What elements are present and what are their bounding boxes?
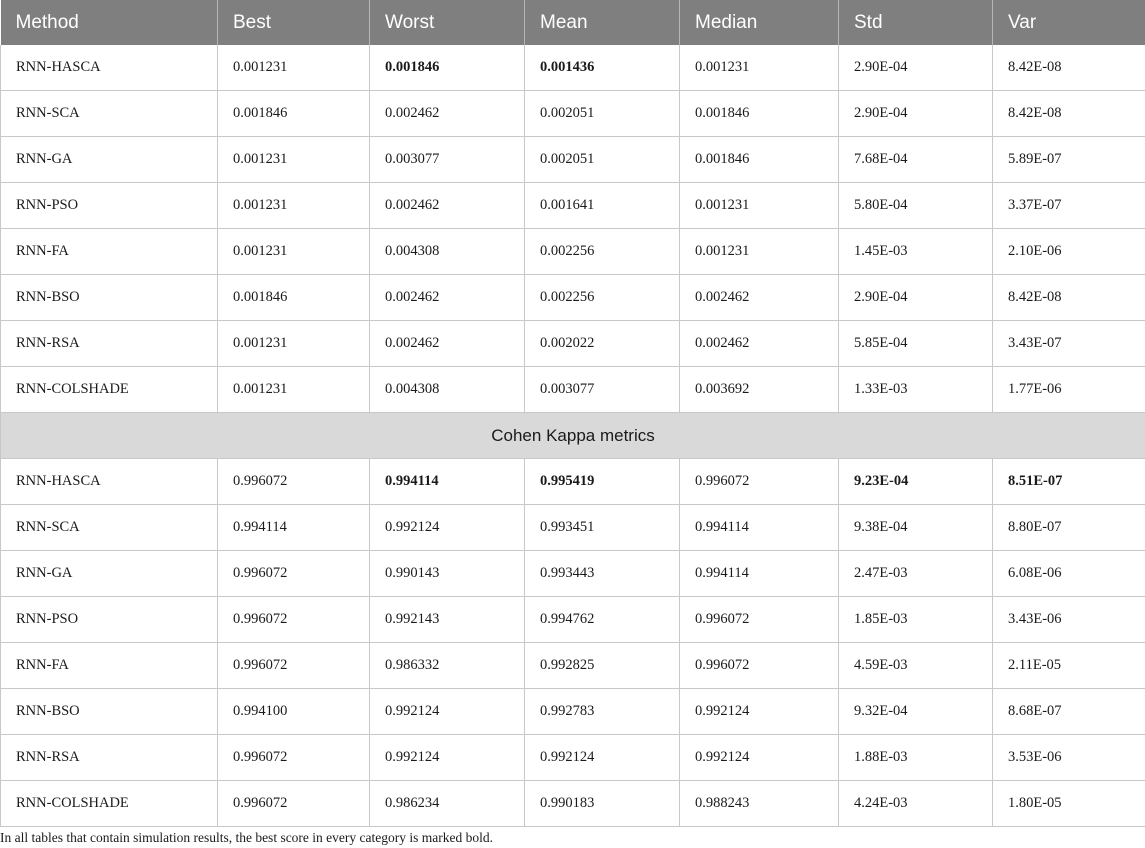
cell-var: 1.77E-06 xyxy=(993,367,1145,413)
cell-best: 0.996072 xyxy=(218,597,370,643)
table-row xyxy=(1,551,1145,597)
table-row xyxy=(1,367,1145,413)
cell-mean: 0.002256 xyxy=(525,229,680,275)
cell-best: 0.996072 xyxy=(218,459,370,505)
cell-mean: 0.001641 xyxy=(525,183,680,229)
cell-std: 1.33E-03 xyxy=(839,367,993,413)
cell-best: 0.001231 xyxy=(218,137,370,183)
cell-std: 2.47E-03 xyxy=(839,551,993,597)
cell-method: RNN-COLSHADE xyxy=(1,367,218,413)
cell-method: RNN-SCA xyxy=(1,91,218,137)
table-row xyxy=(1,137,1145,183)
table-row xyxy=(1,183,1145,229)
cell-var: 8.51E-07 xyxy=(993,459,1145,505)
cell-var: 5.89E-07 xyxy=(993,137,1145,183)
header-best: Best xyxy=(218,0,370,45)
cell-std: 1.45E-03 xyxy=(839,229,993,275)
cell-mean: 0.993443 xyxy=(525,551,680,597)
cell-std: 1.85E-03 xyxy=(839,597,993,643)
cell-var: 2.10E-06 xyxy=(993,229,1145,275)
cell-method: RNN-FA xyxy=(1,643,218,689)
cell-median: 0.996072 xyxy=(680,643,839,689)
cell-median: 0.996072 xyxy=(680,459,839,505)
cell-method: RNN-GA xyxy=(1,137,218,183)
cell-var: 8.42E-08 xyxy=(993,91,1145,137)
cell-median: 0.988243 xyxy=(680,781,839,827)
cell-best: 0.001846 xyxy=(218,91,370,137)
cell-best: 0.001846 xyxy=(218,275,370,321)
cell-std: 5.80E-04 xyxy=(839,183,993,229)
cell-var: 2.11E-05 xyxy=(993,643,1145,689)
cell-method: RNN-HASCA xyxy=(1,45,218,91)
cell-var: 1.80E-05 xyxy=(993,781,1145,827)
cell-std: 9.38E-04 xyxy=(839,505,993,551)
cell-worst: 0.002462 xyxy=(370,321,525,367)
cell-worst: 0.986332 xyxy=(370,643,525,689)
table-row xyxy=(1,229,1145,275)
cell-std: 1.88E-03 xyxy=(839,735,993,781)
table-header xyxy=(1,0,1145,45)
table-row xyxy=(1,505,1145,551)
cell-worst: 0.992143 xyxy=(370,597,525,643)
cell-median: 0.994114 xyxy=(680,551,839,597)
cell-best: 0.001231 xyxy=(218,45,370,91)
cell-var: 8.42E-08 xyxy=(993,275,1145,321)
cell-var: 8.68E-07 xyxy=(993,689,1145,735)
cell-worst: 0.004308 xyxy=(370,229,525,275)
cell-worst: 0.001846 xyxy=(370,45,525,91)
section-title: Cohen Kappa metrics xyxy=(1,413,1145,459)
cell-mean: 0.993451 xyxy=(525,505,680,551)
section-row xyxy=(1,413,1145,459)
cell-worst: 0.004308 xyxy=(370,367,525,413)
header-std: Std xyxy=(839,0,993,45)
cell-mean: 0.002256 xyxy=(525,275,680,321)
header-median: Median xyxy=(680,0,839,45)
cell-worst: 0.994114 xyxy=(370,459,525,505)
cell-worst: 0.992124 xyxy=(370,689,525,735)
cell-mean: 0.002051 xyxy=(525,137,680,183)
cell-median: 0.996072 xyxy=(680,597,839,643)
cell-median: 0.003692 xyxy=(680,367,839,413)
table-row xyxy=(1,45,1145,91)
cell-var: 8.80E-07 xyxy=(993,505,1145,551)
cell-std: 9.32E-04 xyxy=(839,689,993,735)
cell-std: 5.85E-04 xyxy=(839,321,993,367)
cell-mean: 0.002022 xyxy=(525,321,680,367)
header-worst: Worst xyxy=(370,0,525,45)
table-footnote: In all tables that contain simulation results, the best score in every category is marked bold. xyxy=(0,830,493,845)
cell-method: RNN-BSO xyxy=(1,689,218,735)
cell-mean: 0.990183 xyxy=(525,781,680,827)
cell-worst: 0.002462 xyxy=(370,275,525,321)
cell-best: 0.001231 xyxy=(218,183,370,229)
table-row xyxy=(1,459,1145,505)
cell-mean: 0.992825 xyxy=(525,643,680,689)
cell-median: 0.992124 xyxy=(680,735,839,781)
table-row xyxy=(1,275,1145,321)
cell-method: RNN-FA xyxy=(1,229,218,275)
cell-worst: 0.986234 xyxy=(370,781,525,827)
cell-median: 0.002462 xyxy=(680,321,839,367)
table-row xyxy=(1,781,1145,827)
cell-std: 9.23E-04 xyxy=(839,459,993,505)
cell-median: 0.002462 xyxy=(680,275,839,321)
cell-mean: 0.003077 xyxy=(525,367,680,413)
cell-method: RNN-COLSHADE xyxy=(1,781,218,827)
table-row xyxy=(1,91,1145,137)
cell-worst: 0.992124 xyxy=(370,735,525,781)
cell-mean: 0.002051 xyxy=(525,91,680,137)
cell-method: RNN-BSO xyxy=(1,275,218,321)
cell-best: 0.001231 xyxy=(218,229,370,275)
cell-method: RNN-RSA xyxy=(1,321,218,367)
cell-mean: 0.992124 xyxy=(525,735,680,781)
header-var: Var xyxy=(993,0,1145,45)
cell-best: 0.001231 xyxy=(218,367,370,413)
header-mean: Mean xyxy=(525,0,680,45)
cell-var: 3.43E-07 xyxy=(993,321,1145,367)
cell-var: 6.08E-06 xyxy=(993,551,1145,597)
cell-var: 3.43E-06 xyxy=(993,597,1145,643)
cell-std: 4.59E-03 xyxy=(839,643,993,689)
cell-var: 3.53E-06 xyxy=(993,735,1145,781)
cell-median: 0.001231 xyxy=(680,45,839,91)
table-row xyxy=(1,321,1145,367)
cell-best: 0.996072 xyxy=(218,551,370,597)
cell-std: 4.24E-03 xyxy=(839,781,993,827)
cell-best: 0.996072 xyxy=(218,735,370,781)
cell-var: 8.42E-08 xyxy=(993,45,1145,91)
table-row xyxy=(1,643,1145,689)
cell-worst: 0.002462 xyxy=(370,91,525,137)
cell-var: 3.37E-07 xyxy=(993,183,1145,229)
cell-worst: 0.002462 xyxy=(370,183,525,229)
cell-best: 0.994114 xyxy=(218,505,370,551)
cell-method: RNN-RSA xyxy=(1,735,218,781)
cell-mean: 0.992783 xyxy=(525,689,680,735)
cell-method: RNN-HASCA xyxy=(1,459,218,505)
cell-best: 0.001231 xyxy=(218,321,370,367)
cell-mean: 0.994762 xyxy=(525,597,680,643)
table-row xyxy=(1,597,1145,643)
cell-std: 2.90E-04 xyxy=(839,91,993,137)
cell-std: 2.90E-04 xyxy=(839,275,993,321)
cell-median: 0.994114 xyxy=(680,505,839,551)
table-row xyxy=(1,689,1145,735)
cell-worst: 0.992124 xyxy=(370,505,525,551)
cell-std: 2.90E-04 xyxy=(839,45,993,91)
header-row xyxy=(1,0,1145,45)
cell-worst: 0.003077 xyxy=(370,137,525,183)
cell-method: RNN-SCA xyxy=(1,505,218,551)
cell-median: 0.001846 xyxy=(680,91,839,137)
cell-best: 0.994100 xyxy=(218,689,370,735)
table-body xyxy=(1,45,1145,827)
cell-median: 0.001846 xyxy=(680,137,839,183)
cell-method: RNN-PSO xyxy=(1,183,218,229)
cell-best: 0.996072 xyxy=(218,643,370,689)
cell-median: 0.992124 xyxy=(680,689,839,735)
cell-best: 0.996072 xyxy=(218,781,370,827)
cell-mean: 0.995419 xyxy=(525,459,680,505)
cell-std: 7.68E-04 xyxy=(839,137,993,183)
header-method: Method xyxy=(1,0,218,45)
cell-worst: 0.990143 xyxy=(370,551,525,597)
cell-method: RNN-GA xyxy=(1,551,218,597)
cell-median: 0.001231 xyxy=(680,183,839,229)
cell-method: RNN-PSO xyxy=(1,597,218,643)
cell-mean: 0.001436 xyxy=(525,45,680,91)
table-row xyxy=(1,735,1145,781)
cell-median: 0.001231 xyxy=(680,229,839,275)
